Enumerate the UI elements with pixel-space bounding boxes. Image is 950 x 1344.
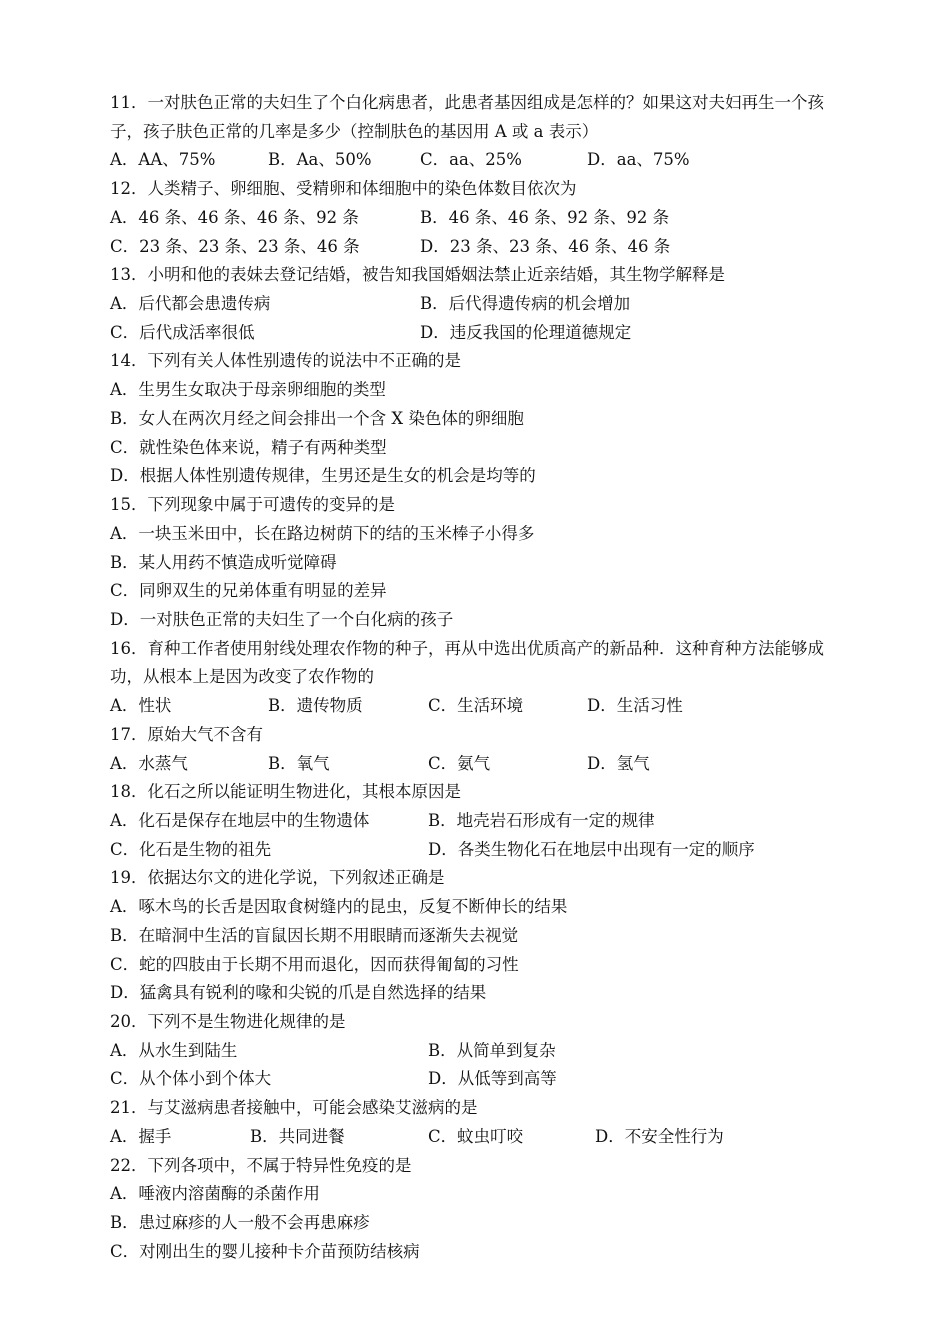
option-c: C．同卵双生的兄弟体重有明显的差异 (110, 581, 387, 601)
question-stem (110, 778, 832, 807)
option-a: A．从水生到陆生 (110, 1040, 238, 1060)
question-11 (110, 89, 832, 175)
option-c: C．aa、25% (420, 150, 522, 170)
question-stem (110, 1094, 832, 1123)
option-row (110, 692, 832, 721)
question-stem (110, 261, 832, 290)
question-number: 11． (110, 93, 148, 112)
option-a: A．化石是保存在地层中的生物遗体 (110, 810, 370, 830)
option-b: B．某人用药不慎造成听觉障碍 (110, 552, 337, 572)
option-d: D．生活习性 (587, 696, 683, 716)
question-12 (110, 175, 832, 261)
question-20 (110, 1008, 832, 1094)
option-a: A．握手 (110, 1126, 172, 1146)
option-a: A．AA、75% (110, 150, 216, 170)
question-21 (110, 1094, 832, 1151)
option-b: B．共同进餐 (250, 1126, 345, 1146)
question-stem (110, 721, 832, 750)
question-19 (110, 864, 832, 1008)
option-b: B．Aa、50% (268, 150, 372, 170)
option-d: D．各类生物化石在地层中出现有一定的顺序 (428, 839, 755, 859)
question-number: 22． (110, 1155, 148, 1175)
question-list (110, 89, 832, 1266)
option-a: A．一块玉米田中，长在路边树荫下的结的玉米棒子小得多 (110, 523, 535, 543)
option-b: B．地壳岩石形成有一定的规律 (428, 810, 655, 830)
option-row (110, 1037, 832, 1066)
option-row (110, 807, 832, 836)
question-text: 原始大气不含有 (147, 724, 263, 744)
option-b: B．遗传物质 (268, 696, 363, 716)
option-d: D．aa、75% (587, 150, 690, 170)
option-c: C．从个体小到个体大 (110, 1069, 272, 1089)
option-a: A．水蒸气 (110, 753, 188, 773)
option-d: D．23 条、23 条、46 条、46 条 (420, 236, 671, 256)
option-row (110, 750, 832, 779)
question-18 (110, 778, 832, 864)
question-number: 19． (110, 868, 148, 888)
option-c: C．后代成活率很低 (110, 322, 255, 342)
option-c: C．对刚出生的婴儿接种卡介苗预防结核病 (110, 1241, 420, 1261)
option-a: A．后代都会患遗传病 (110, 294, 271, 314)
option-row (110, 204, 832, 233)
question-stem (110, 491, 832, 520)
question-text: 下列各项中，不属于特异性免疫的是 (147, 1155, 412, 1175)
question-13 (110, 261, 832, 347)
option-d: D．一对肤色正常的夫妇生了一个白化病的孩子 (110, 609, 454, 629)
option-c: C．氨气 (428, 753, 491, 773)
question-text: 下列现象中属于可遗传的变异的是 (147, 495, 395, 515)
option-d: D．不安全性行为 (595, 1126, 724, 1146)
option-c: C．就性染色体来说，精子有两种类型 (110, 437, 387, 457)
option-b: B．后代得遗传病的机会增加 (420, 294, 631, 314)
question-stem (110, 635, 832, 664)
option-d: D．猛禽具有锐利的喙和尖锐的爪是自然选择的结果 (110, 983, 487, 1003)
question-16 (110, 635, 832, 721)
question-text: 下列不是生物进化规律的是 (147, 1012, 346, 1031)
question-22 (110, 1152, 832, 1267)
question-stem-continued: 子，孩子肤色正常的几率是多少（控制肤色的基因用 A 或 a 表示） (110, 121, 599, 141)
question-17 (110, 721, 832, 778)
question-text: 与艾滋病患者接触中，可能会感染艾滋病的是 (147, 1098, 478, 1118)
option-row (110, 233, 832, 262)
question-number: 18． (110, 782, 148, 802)
question-stem (110, 175, 832, 204)
option-a: A．46 条、46 条、46 条、92 条 (110, 207, 359, 227)
question-text: 小明和他的表妹去登记结婚，被告知我国婚姻法禁止近亲结婚，其生物学解释是 (147, 265, 725, 285)
option-row (110, 146, 832, 175)
option-a: A．啄木鸟的长舌是因取食树缝内的昆虫，反复不断伸长的结果 (110, 897, 568, 917)
question-stem-continued: 功，从根本上是因为改变了农作物的 (110, 667, 374, 687)
option-d: D．氢气 (587, 753, 650, 773)
question-stem (110, 1008, 832, 1037)
question-15 (110, 491, 832, 635)
option-d: D．根据人体性别遗传规律，生男还是生女的机会是均等的 (110, 466, 536, 486)
question-number: 21． (110, 1098, 148, 1118)
question-number: 17． (110, 724, 148, 744)
option-a: A．唾液内溶菌酶的杀菌作用 (110, 1184, 320, 1204)
question-text: 育种工作者使用射线处理农作物的种子，再从中选出优质高产的新品种．这种育种方法能够成 (147, 638, 824, 658)
option-row (110, 1065, 832, 1094)
question-stem (110, 89, 832, 118)
question-text: 化石之所以能证明生物进化，其根本原因是 (147, 782, 461, 802)
option-row (110, 319, 832, 348)
option-b: B．在暗洞中生活的盲鼠因长期不用眼睛而逐渐失去视觉 (110, 925, 519, 945)
option-c: C．化石是生物的祖先 (110, 839, 272, 859)
question-number: 16． (110, 638, 148, 658)
option-c: C．23 条、23 条、23 条、46 条 (110, 236, 360, 256)
question-text: 依据达尔文的进化学说，下列叙述正确是 (147, 868, 445, 888)
option-b: B．从简单到复杂 (428, 1040, 556, 1060)
option-b: B．患过麻疹的人一般不会再患麻疹 (110, 1213, 370, 1233)
question-number: 14． (110, 351, 148, 371)
question-number: 20． (110, 1012, 148, 1031)
question-text: 人类精子、卵细胞、受精卵和体细胞中的染色体数目依次为 (147, 179, 577, 199)
question-text: 下列有关人体性别遗传的说法中不正确的是 (147, 351, 461, 371)
option-c: C．蚊虫叮咬 (428, 1126, 524, 1146)
option-row (110, 836, 832, 865)
question-number: 15． (110, 495, 148, 515)
question-stem (110, 347, 832, 376)
option-b: B．46 条、46 条、92 条、92 条 (420, 207, 670, 227)
option-c: C．蛇的四肢由于长期不用而退化，因而获得匍匐的习性 (110, 954, 519, 974)
option-row (110, 290, 832, 319)
question-stem (110, 1152, 832, 1181)
option-b: B．氧气 (268, 753, 330, 773)
question-number: 13． (110, 265, 148, 285)
option-a: A．性状 (110, 696, 172, 716)
question-14 (110, 347, 832, 491)
option-d: D．违反我国的伦理道德规定 (420, 322, 632, 342)
option-a: A．生男生女取决于母亲卵细胞的类型 (110, 380, 386, 400)
option-row (110, 1123, 832, 1152)
question-number: 12． (110, 179, 148, 199)
option-b: B．女人在两次月经之间会排出一个含 X 染色体的卵细胞 (110, 408, 524, 428)
question-text: 一对肤色正常的夫妇生了个白化病患者，此患者基因组成是怎样的？如果这对夫妇再生一个孩 (147, 93, 824, 112)
option-c: C．生活环境 (428, 696, 524, 716)
question-stem (110, 864, 832, 893)
option-d: D．从低等到高等 (428, 1069, 557, 1089)
